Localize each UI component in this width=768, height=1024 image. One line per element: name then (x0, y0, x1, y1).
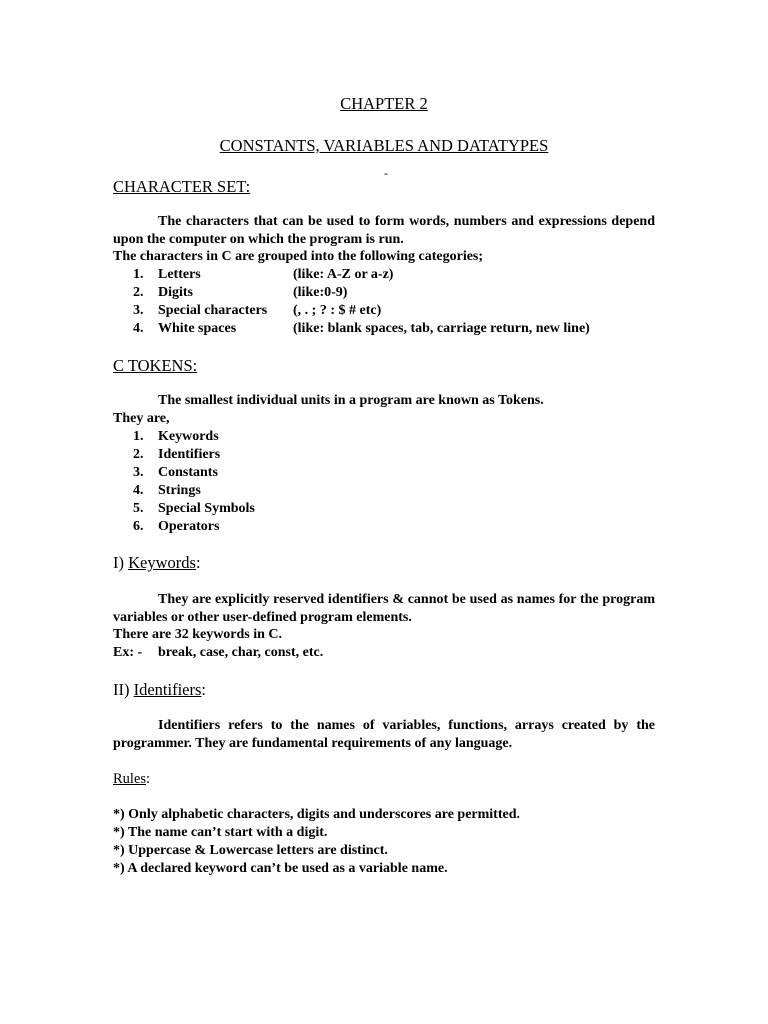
keywords-heading-suffix: : (195, 553, 201, 572)
list-item (133, 266, 394, 284)
character-set-heading: CHARACTER SET: (113, 177, 251, 196)
c-tokens-heading: C TOKENS: (113, 356, 198, 375)
list-item (133, 464, 218, 482)
identifiers-heading-suffix: : (201, 680, 207, 699)
list-item (133, 284, 348, 302)
list-label: Special characters (158, 303, 268, 318)
list-number: 4. (133, 321, 144, 336)
list-label: Operators (158, 519, 220, 534)
identifiers-paragraph: Identifiers refers to the names of variables, functions, arrays created by the programmer. They are fundamental requirements of any language. (113, 718, 655, 751)
identifiers-heading-prefix: II) (113, 680, 134, 699)
list-number: 3. (133, 465, 144, 480)
character-set-paragraph: The characters that can be used to form words, numbers and expressions depend upon the computer on which the program is run. (113, 214, 655, 247)
list-item (133, 302, 382, 320)
identifiers-heading-label: Identifiers (133, 680, 202, 699)
rule-item: *) Uppercase & Lowercase letters are distinct. (113, 843, 388, 858)
keywords-heading (113, 553, 201, 573)
rules-heading-suffix: : (146, 771, 151, 787)
keywords-heading-prefix: I) (113, 553, 129, 572)
c-tokens-paragraph: The smallest individual units in a program are known as Tokens. (158, 393, 544, 408)
rule-item: *) Only alphabetic characters, digits and underscores are permitted. (113, 807, 521, 822)
rules-heading (113, 771, 150, 789)
list-item (133, 320, 590, 338)
character-set-categories-line: The characters in C are grouped into the following categories; (113, 249, 484, 264)
list-number: 1. (133, 429, 144, 444)
list-label: Special Symbols (158, 501, 255, 516)
list-number: 5. (133, 501, 144, 516)
list-item (133, 428, 219, 446)
list-number: 1. (133, 267, 144, 282)
list-description: (like: blank spaces, tab, carriage return, new line) (293, 321, 590, 336)
chapter-title: CHAPTER 2 (340, 94, 428, 113)
keywords-count-line: There are 32 keywords in C. (113, 627, 283, 642)
list-label: Keywords (158, 429, 219, 444)
list-number: 4. (133, 483, 144, 498)
list-label: Letters (158, 267, 201, 282)
example-label: Ex: - (113, 645, 143, 660)
keywords-heading-label: Keywords (128, 553, 196, 572)
rule-item: *) A declared keyword can’t be used as a variable name. (113, 861, 448, 876)
rule-item: *) The name can’t start with a digit. (113, 825, 328, 840)
rules-heading-label: Rules (113, 771, 147, 787)
list-item (133, 500, 255, 518)
list-number: 3. (133, 303, 144, 318)
list-label: Constants (158, 465, 218, 480)
list-description: (like: A-Z or a-z) (293, 267, 394, 282)
list-number: 6. (133, 519, 144, 534)
list-number: 2. (133, 447, 144, 462)
list-item (133, 446, 220, 464)
list-label: White spaces (158, 321, 237, 336)
main-title: CONSTANTS, VARIABLES AND DATATYPES (219, 136, 549, 155)
list-label: Strings (158, 483, 201, 498)
identifiers-heading (113, 680, 206, 700)
keywords-paragraph: They are explicitly reserved identifiers & cannot be used as names for the program variables or other user-defined program elements. (113, 592, 655, 625)
keywords-example-line (113, 644, 323, 662)
list-label: Digits (158, 285, 193, 300)
example-text: break, case, char, const, etc. (158, 645, 324, 660)
list-description: (, . ; ? : $ # etc) (293, 303, 382, 318)
dash-mark: - (384, 166, 388, 180)
list-description: (like:0-9) (293, 285, 348, 300)
list-label: Identifiers (158, 447, 221, 462)
list-number: 2. (133, 285, 144, 300)
list-item (133, 518, 219, 536)
list-item (133, 482, 201, 500)
c-tokens-they-are: They are, (113, 411, 170, 426)
